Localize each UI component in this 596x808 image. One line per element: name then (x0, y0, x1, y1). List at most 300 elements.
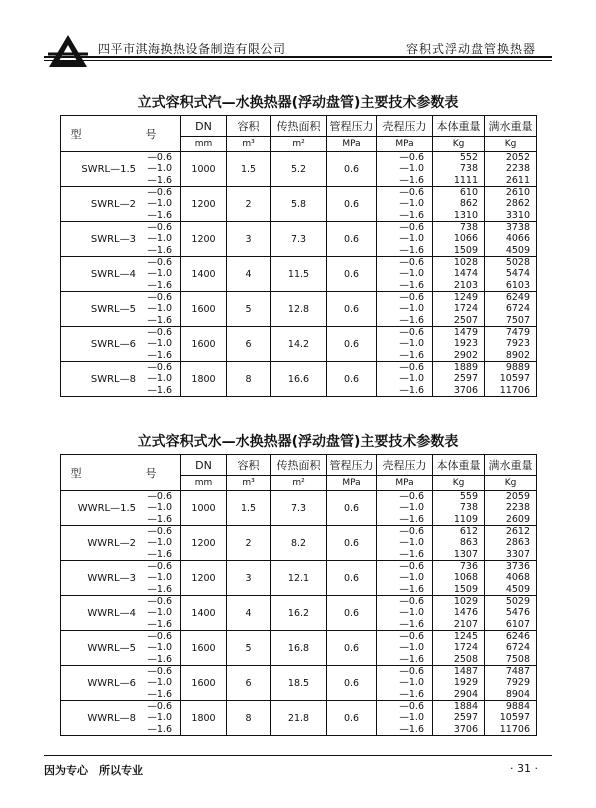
body-weight-values (433, 701, 485, 736)
product-name: 容积式浮动盘管换热器 (405, 42, 536, 56)
table-title-water-water: 立式容积式水—水换热器(浮动盘管)主要技术参数表 (137, 434, 459, 450)
model-name: WWRL—2 (87, 537, 136, 549)
model-pressure-suffix: —1.0 (147, 712, 172, 724)
body-weight-value: 552 (459, 152, 478, 164)
full-weight-value: 2238 (505, 163, 530, 175)
model-pressure-suffix: —1.6 (147, 723, 172, 735)
column-unit: mm (181, 476, 227, 491)
table-row (61, 561, 537, 596)
model-pressure-suffix: —1.6 (147, 653, 172, 665)
tube-pressure-value: 0.6 (327, 292, 377, 327)
column-header: 本体重量 (433, 455, 485, 476)
model-pressure-suffix: —0.6 (147, 222, 172, 233)
shell-pressure-value: —1.6 (399, 618, 424, 630)
body-weight-value: 612 (459, 526, 478, 538)
full-weight-value: 7929 (505, 677, 530, 689)
full-weight-value: 5028 (505, 257, 530, 269)
body-weight-value: 559 (459, 491, 478, 503)
model-cell (61, 491, 181, 526)
shell-pressure-values (377, 701, 433, 736)
model-cell (61, 292, 181, 327)
tube-pressure-value: 0.6 (327, 561, 377, 596)
body-weight-value: 1724 (453, 642, 478, 654)
model-pressure-suffix: —0.6 (147, 327, 172, 338)
table-row (61, 152, 537, 187)
model-pressure-suffixes (147, 596, 172, 630)
body-weight-value: 1509 (453, 244, 478, 256)
volume-value: 1.5 (227, 152, 271, 187)
dn-value: 1400 (181, 257, 227, 292)
volume-value: 1.5 (227, 491, 271, 526)
model-pressure-suffix: —1.0 (147, 268, 172, 280)
model-pressure-suffixes (147, 666, 172, 700)
full-weight-value: 11706 (499, 723, 530, 735)
column-unit: m³ (227, 137, 271, 152)
tube-pressure-value: 0.6 (327, 187, 377, 222)
full-weight-values (485, 561, 537, 596)
table-row (61, 362, 537, 397)
shell-pressure-value: —1.0 (399, 712, 424, 724)
body-weight-values (433, 152, 485, 187)
full-weight-value: 4509 (505, 583, 530, 595)
model-pressure-suffixes (147, 327, 172, 361)
table-title-steam-water: 立式容积式汽—水换热器(浮动盘管)主要技术参数表 (137, 95, 459, 111)
body-weight-value: 736 (459, 561, 478, 573)
column-header-model: 型 号 (61, 116, 181, 152)
column-header: 壳程压力 (377, 116, 433, 137)
column-header: 容积 (227, 116, 271, 137)
table-row (61, 666, 537, 701)
shell-pressure-value: —1.0 (399, 163, 424, 175)
column-header: 管程压力 (327, 116, 377, 137)
spec-table-water-water (60, 454, 537, 736)
table-row (61, 292, 537, 327)
body-weight-value: 1066 (453, 233, 478, 245)
area-value: 16.2 (271, 596, 327, 631)
shell-pressure-value: —1.6 (399, 513, 424, 525)
body-weight-value: 2103 (453, 279, 478, 291)
body-weight-value: 3706 (453, 384, 478, 396)
volume-value: 6 (227, 666, 271, 701)
model-pressure-suffixes (147, 152, 172, 186)
area-value: 5.8 (271, 187, 327, 222)
shell-pressure-value: —0.6 (399, 257, 424, 269)
body-weight-value: 1889 (453, 362, 478, 374)
shell-pressure-values (377, 491, 433, 526)
dn-value: 1600 (181, 631, 227, 666)
tube-pressure-value: 0.6 (327, 362, 377, 397)
column-unit: m³ (227, 476, 271, 491)
model-name: WWRL—5 (87, 642, 136, 654)
volume-value: 2 (227, 187, 271, 222)
body-weight-values (433, 526, 485, 561)
full-weight-value: 4509 (505, 244, 530, 256)
shell-pressure-values (377, 152, 433, 187)
model-pressure-suffixes (147, 257, 172, 291)
model-pressure-suffix: —1.6 (147, 688, 172, 700)
body-weight-values (433, 222, 485, 257)
model-name: SWRL—4 (90, 268, 136, 280)
body-weight-value: 2597 (453, 373, 478, 385)
model-pressure-suffix: —0.6 (147, 631, 172, 642)
column-header: 传热面积 (271, 116, 327, 137)
shell-pressure-value: —1.6 (399, 583, 424, 595)
full-weight-value: 6724 (505, 303, 530, 315)
model-pressure-suffix: —1.6 (147, 279, 172, 291)
shell-pressure-value: —1.6 (399, 548, 424, 560)
column-header: 本体重量 (433, 116, 485, 137)
volume-value: 2 (227, 526, 271, 561)
model-pressure-suffix: —0.6 (147, 257, 172, 268)
dn-value: 1200 (181, 526, 227, 561)
table-row (61, 631, 537, 666)
shell-pressure-values (377, 257, 433, 292)
model-pressure-suffix: —0.6 (147, 491, 172, 502)
model-pressure-suffix: —1.0 (147, 642, 172, 654)
model-pressure-suffix: —1.0 (147, 537, 172, 549)
full-weight-values (485, 152, 537, 187)
shell-pressure-value: —1.0 (399, 502, 424, 514)
model-pressure-suffix: —0.6 (147, 666, 172, 677)
full-weight-value: 5474 (505, 268, 530, 280)
column-unit: Kg (433, 137, 485, 152)
tube-pressure-value: 0.6 (327, 701, 377, 736)
model-name: SWRL—2 (90, 198, 136, 210)
model-pressure-suffix: —0.6 (147, 187, 172, 198)
model-cell (61, 526, 181, 561)
tube-pressure-value: 0.6 (327, 327, 377, 362)
shell-pressure-value: —0.6 (399, 187, 424, 199)
body-weight-value: 1249 (453, 292, 478, 304)
shell-pressure-value: —0.6 (399, 596, 424, 608)
column-unit: mm (181, 137, 227, 152)
header-rule-thin (44, 60, 552, 61)
page-header (0, 0, 596, 58)
model-pressure-suffix: —1.0 (147, 338, 172, 350)
column-header: 满水重量 (485, 116, 537, 137)
body-weight-values (433, 631, 485, 666)
model-name: WWRL—1.5 (77, 502, 136, 514)
body-weight-values (433, 292, 485, 327)
model-cell (61, 362, 181, 397)
model-pressure-suffix: —1.0 (147, 677, 172, 689)
dn-value: 1600 (181, 666, 227, 701)
full-weight-value: 4066 (505, 233, 530, 245)
model-pressure-suffix: —1.0 (147, 233, 172, 245)
model-name: SWRL—6 (90, 338, 136, 350)
model-pressure-suffix: —1.6 (147, 174, 172, 186)
model-pressure-suffixes (147, 187, 172, 221)
model-pressure-suffixes (147, 292, 172, 326)
column-header-model: 型 号 (61, 455, 181, 491)
column-header: 传热面积 (271, 455, 327, 476)
shell-pressure-values (377, 292, 433, 327)
model-pressure-suffixes (147, 701, 172, 735)
full-weight-value: 9884 (505, 701, 530, 713)
model-pressure-suffixes (147, 491, 172, 525)
table-row (61, 187, 537, 222)
full-weight-value: 2610 (505, 187, 530, 199)
shell-pressure-value: —1.6 (399, 653, 424, 665)
column-unit: MPa (377, 137, 433, 152)
body-weight-values (433, 491, 485, 526)
body-weight-value: 1109 (453, 513, 478, 525)
column-header: 管程压力 (327, 455, 377, 476)
model-pressure-suffix: —0.6 (147, 561, 172, 572)
volume-value: 4 (227, 257, 271, 292)
dn-value: 1200 (181, 222, 227, 257)
shell-pressure-values (377, 596, 433, 631)
full-weight-values (485, 187, 537, 222)
body-weight-values (433, 561, 485, 596)
full-weight-value: 2059 (505, 491, 530, 503)
column-unit: MPa (377, 476, 433, 491)
shell-pressure-value: —1.0 (399, 303, 424, 315)
full-weight-value: 9889 (505, 362, 530, 374)
dn-value: 1000 (181, 491, 227, 526)
shell-pressure-values (377, 327, 433, 362)
shell-pressure-value: —1.6 (399, 688, 424, 700)
volume-value: 6 (227, 327, 271, 362)
dn-value: 1800 (181, 362, 227, 397)
area-value: 11.5 (271, 257, 327, 292)
full-weight-value: 3310 (505, 209, 530, 221)
body-weight-value: 1923 (453, 338, 478, 350)
volume-value: 4 (227, 596, 271, 631)
company-logo-icon (48, 34, 88, 68)
column-header: DN (181, 455, 227, 476)
model-pressure-suffix: —1.6 (147, 384, 172, 396)
shell-pressure-value: —0.6 (399, 222, 424, 234)
body-weight-value: 1724 (453, 303, 478, 315)
tube-pressure-value: 0.6 (327, 631, 377, 666)
header-rule (44, 56, 552, 58)
table-row (61, 327, 537, 362)
table-row (61, 701, 537, 736)
shell-pressure-value: —1.6 (399, 384, 424, 396)
shell-pressure-value: —0.6 (399, 561, 424, 573)
column-unit: Kg (485, 137, 537, 152)
area-value: 7.3 (271, 222, 327, 257)
model-name: SWRL—3 (90, 233, 136, 245)
model-cell (61, 596, 181, 631)
column-header: DN (181, 116, 227, 137)
tube-pressure-value: 0.6 (327, 596, 377, 631)
body-weight-value: 738 (459, 163, 478, 175)
model-pressure-suffix: —1.6 (147, 244, 172, 256)
model-pressure-suffix: —1.0 (147, 198, 172, 210)
model-pressure-suffix: —0.6 (147, 701, 172, 712)
shell-pressure-value: —0.6 (399, 327, 424, 339)
body-weight-value: 1474 (453, 268, 478, 280)
model-pressure-suffix: —1.6 (147, 314, 172, 326)
body-weight-value: 2597 (453, 712, 478, 724)
full-weight-value: 10597 (499, 712, 530, 724)
volume-value: 3 (227, 561, 271, 596)
full-weight-value: 2052 (505, 152, 530, 164)
body-weight-value: 1479 (453, 327, 478, 339)
full-weight-value: 3736 (505, 561, 530, 573)
model-pressure-suffix: —1.6 (147, 513, 172, 525)
body-weight-values (433, 362, 485, 397)
shell-pressure-value: —1.6 (399, 314, 424, 326)
model-cell (61, 257, 181, 292)
area-value: 16.8 (271, 631, 327, 666)
body-weight-values (433, 327, 485, 362)
full-weight-value: 6724 (505, 642, 530, 654)
shell-pressure-value: —1.6 (399, 174, 424, 186)
model-name: SWRL—1.5 (81, 163, 136, 175)
body-weight-values (433, 666, 485, 701)
table-row (61, 257, 537, 292)
full-weight-value: 7508 (505, 653, 530, 665)
dn-value: 1800 (181, 701, 227, 736)
model-cell (61, 561, 181, 596)
body-weight-value: 3706 (453, 723, 478, 735)
body-weight-value: 1310 (453, 209, 478, 221)
body-weight-value: 610 (459, 187, 478, 199)
body-weight-values (433, 596, 485, 631)
full-weight-value: 5029 (505, 596, 530, 608)
area-value: 12.8 (271, 292, 327, 327)
volume-value: 8 (227, 701, 271, 736)
company-name: 四平市淇海换热设备制造有限公司 (98, 42, 286, 56)
shell-pressure-value: —1.6 (399, 349, 424, 361)
body-weight-value: 1245 (453, 631, 478, 643)
model-name: SWRL—8 (90, 373, 136, 385)
body-weight-values (433, 187, 485, 222)
shell-pressure-value: —1.6 (399, 723, 424, 735)
full-weight-value: 6107 (505, 618, 530, 630)
model-cell (61, 327, 181, 362)
volume-value: 5 (227, 631, 271, 666)
table-row (61, 491, 537, 526)
shell-pressure-value: —1.6 (399, 244, 424, 256)
area-value: 12.1 (271, 561, 327, 596)
full-weight-value: 6103 (505, 279, 530, 291)
model-pressure-suffix: —0.6 (147, 152, 172, 163)
dn-value: 1200 (181, 561, 227, 596)
full-weight-value: 2862 (505, 198, 530, 210)
shell-pressure-values (377, 666, 433, 701)
shell-pressure-value: —1.0 (399, 642, 424, 654)
volume-value: 3 (227, 222, 271, 257)
dn-value: 1400 (181, 596, 227, 631)
model-pressure-suffix: —0.6 (147, 526, 172, 537)
model-pressure-suffixes (147, 561, 172, 595)
shell-pressure-value: —0.6 (399, 362, 424, 374)
shell-pressure-value: —1.0 (399, 338, 424, 350)
shell-pressure-value: —1.0 (399, 233, 424, 245)
area-value: 16.6 (271, 362, 327, 397)
body-weight-value: 2107 (453, 618, 478, 630)
column-unit: Kg (485, 476, 537, 491)
area-value: 7.3 (271, 491, 327, 526)
model-name: WWRL—8 (87, 712, 136, 724)
full-weight-value: 6246 (505, 631, 530, 643)
full-weight-value: 8904 (505, 688, 530, 700)
shell-pressure-value: —0.6 (399, 152, 424, 164)
shell-pressure-values (377, 631, 433, 666)
shell-pressure-value: —1.0 (399, 198, 424, 210)
tube-pressure-value: 0.6 (327, 666, 377, 701)
full-weight-values (485, 596, 537, 631)
dn-value: 1200 (181, 187, 227, 222)
footer-slogan: 因为专心 所以专业 (44, 764, 143, 777)
body-weight-value: 1029 (453, 596, 478, 608)
model-pressure-suffix: —1.0 (147, 572, 172, 584)
model-pressure-suffixes (147, 631, 172, 665)
table-row (61, 596, 537, 631)
area-value: 21.8 (271, 701, 327, 736)
body-weight-value: 738 (459, 222, 478, 234)
full-weight-values (485, 362, 537, 397)
tube-pressure-value: 0.6 (327, 152, 377, 187)
full-weight-value: 4068 (505, 572, 530, 584)
page-number: · 31 · (510, 762, 538, 775)
body-weight-value: 738 (459, 502, 478, 514)
body-weight-value: 1884 (453, 701, 478, 713)
full-weight-value: 7487 (505, 666, 530, 678)
full-weight-value: 3307 (505, 548, 530, 560)
full-weight-values (485, 631, 537, 666)
body-weight-value: 2508 (453, 653, 478, 665)
body-weight-value: 1509 (453, 583, 478, 595)
column-unit: Kg (433, 476, 485, 491)
shell-pressure-value: —0.6 (399, 526, 424, 538)
full-weight-value: 5476 (505, 607, 530, 619)
full-weight-value: 2612 (505, 526, 530, 538)
shell-pressure-value: —1.0 (399, 677, 424, 689)
model-pressure-suffixes (147, 222, 172, 256)
full-weight-value: 2609 (505, 513, 530, 525)
model-pressure-suffix: —1.0 (147, 502, 172, 514)
model-cell (61, 187, 181, 222)
shell-pressure-values (377, 187, 433, 222)
body-weight-value: 2904 (453, 688, 478, 700)
shell-pressure-value: —0.6 (399, 292, 424, 304)
shell-pressure-value: —1.0 (399, 607, 424, 619)
dn-value: 1600 (181, 327, 227, 362)
column-unit: MPa (327, 476, 377, 491)
full-weight-value: 6249 (505, 292, 530, 304)
body-weight-value: 862 (459, 198, 478, 210)
model-pressure-suffix: —1.6 (147, 583, 172, 595)
model-pressure-suffix: —1.6 (147, 618, 172, 630)
model-cell (61, 701, 181, 736)
body-weight-value: 1487 (453, 666, 478, 678)
column-unit: m² (271, 476, 327, 491)
shell-pressure-value: —1.0 (399, 268, 424, 280)
model-cell (61, 631, 181, 666)
area-value: 14.2 (271, 327, 327, 362)
shell-pressure-value: —0.6 (399, 701, 424, 713)
full-weight-values (485, 701, 537, 736)
tube-pressure-value: 0.6 (327, 491, 377, 526)
full-weight-value: 2238 (505, 502, 530, 514)
body-weight-value: 1028 (453, 257, 478, 269)
dn-value: 1000 (181, 152, 227, 187)
shell-pressure-value: —1.6 (399, 209, 424, 221)
full-weight-values (485, 491, 537, 526)
area-value: 5.2 (271, 152, 327, 187)
body-weight-value: 1307 (453, 548, 478, 560)
shell-pressure-values (377, 222, 433, 257)
full-weight-value: 7479 (505, 327, 530, 339)
body-weight-value: 1068 (453, 572, 478, 584)
full-weight-values (485, 526, 537, 561)
model-cell (61, 222, 181, 257)
